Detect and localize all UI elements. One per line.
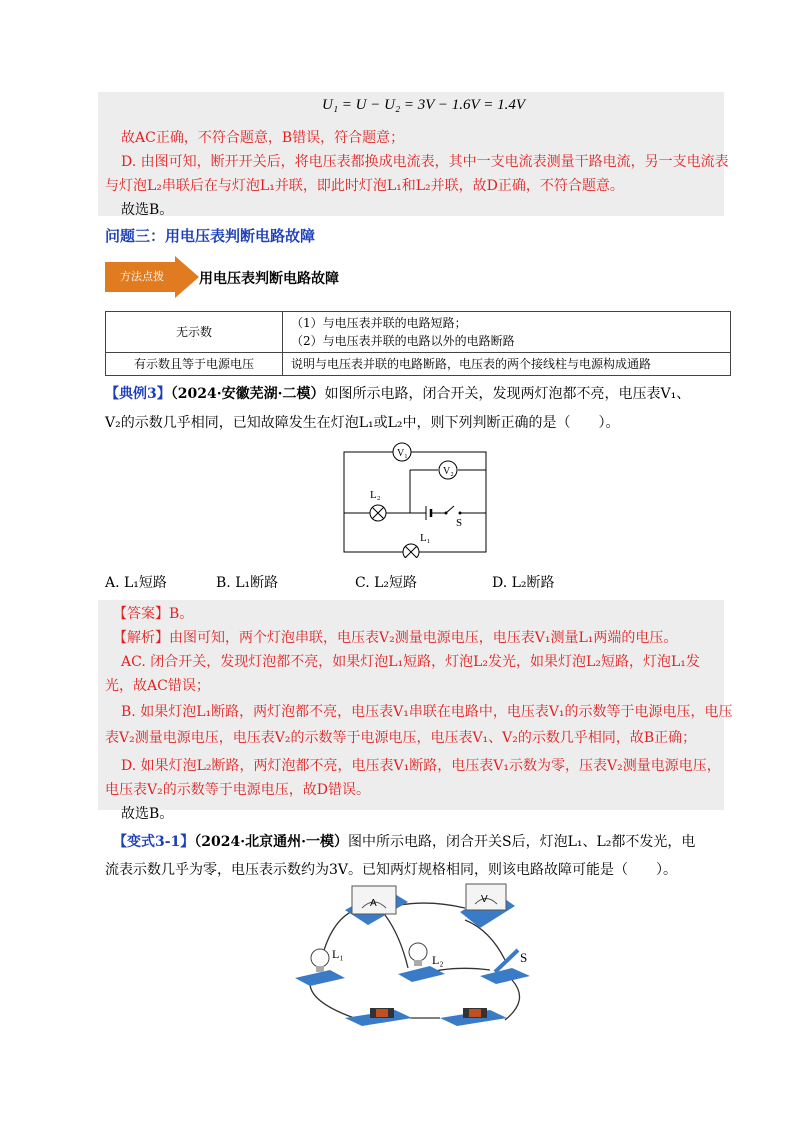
solution-line-4: 故选B。 <box>121 202 174 218</box>
battery-2-icon <box>440 1008 507 1026</box>
method-tag: 方法点拨 <box>120 270 164 283</box>
answer-line-3: AC. 闭合开关，发现灯泡都不亮，如果灯泡L₁短路，灯泡L₂发光，如果灯泡L₂短路，灯泡L₁发 <box>121 654 700 670</box>
answer-line-8: 电压表V₂的示数等于电源电压，故D错误。 <box>105 782 370 798</box>
example-question-line-2: V₂的示数几乎相同，已知故障发生在灯泡L₁或L₂中，则下列判断正确的是（ ）。 <box>105 415 620 431</box>
variant-question-line-1 <box>113 832 695 852</box>
variant-question-text: 图中所示电路，闭合开关S后，灯泡L₁、L₂都不发光，电 <box>348 834 696 850</box>
table-value-line: （1）与电压表并联的电路短路； <box>291 316 467 330</box>
option-d: D. L₂断路 <box>492 575 555 591</box>
lamp-l1-icon <box>403 544 419 558</box>
option-b: B. L₁断路 <box>216 575 279 591</box>
section-title: 问题三：用电压表判断电路故障 <box>105 227 316 245</box>
table-value: 说明与电压表并联的电路断路，电压表的两个接线柱与电源构成通路 <box>283 353 731 376</box>
solution-line-3: 与灯泡L₂串联后在与灯泡L₁并联，即此时灯泡L₁和L₂并联，故D正确，不符合题意。 <box>105 178 624 194</box>
example-question-text: 如图所示电路，闭合开关，发现两灯泡都不亮，电压表V₁、 <box>324 386 691 402</box>
method-table <box>105 311 731 376</box>
solution-line-1: 故AC正确，不符合题意，B错误，符合题意； <box>121 130 405 146</box>
answer-line-1: 【答案】B。 <box>113 606 194 622</box>
table-key: 有示数且等于电源电压 <box>106 353 283 376</box>
example-tag: 【典例3】 <box>105 386 171 402</box>
lamp-l2-icon <box>370 505 386 521</box>
table-row <box>106 312 731 353</box>
switch-label-s: S <box>520 950 528 965</box>
solution-line-2: D. 由图可知，断开开关后，将电压表都换成电流表，其中一支电流表测量干路电流，另一支电流表 <box>121 154 729 170</box>
circuit-label-l2: L₂ <box>370 489 381 501</box>
formula: U₁ = U − U₂ = 3V − 1.6V = 1.4V <box>322 97 525 113</box>
example-question-line-1 <box>105 384 690 404</box>
switch-icon <box>445 512 462 515</box>
method-title: 用电压表判断电路故障 <box>199 271 339 287</box>
answer-line-9: 故选B。 <box>121 806 174 822</box>
answer-line-2: 【解析】由图可知，两个灯泡串联，电压表V₂测量电源电压，电压表V₁测量L₁两端的电压。 <box>113 630 678 646</box>
table-value <box>283 312 731 353</box>
bulb-label-l2: L₂ <box>432 953 444 967</box>
circuit-label-v2: V₂ <box>443 466 454 477</box>
variant-question-line-2: 流表示数几乎为零，电压表示数约为3V。已知两灯规格相同，则该电路故障可能是（ ）。 <box>105 862 678 878</box>
circuit-label-s: S <box>456 517 463 529</box>
answer-line-7: D. 如果灯泡L₂断路，两灯泡都不亮，电压表V₁断路，电压表V₁示数为零，压表V₂测量电源电压， <box>121 758 721 774</box>
answer-line-4: 光，故AC错误； <box>105 678 210 694</box>
answer-line-5: B. 如果灯泡L₁断路，两灯泡都不亮，电压表V₁串联在电路中，电压表V₁的示数等于电源电压，电压 <box>121 704 733 720</box>
variant-source: （2024·北京通州·一模） <box>194 834 349 850</box>
ammeter-label: A <box>370 898 377 909</box>
option-c: C. L₂短路 <box>355 575 418 591</box>
table-key: 无示数 <box>106 312 283 353</box>
table-row <box>106 353 731 376</box>
answer-line-6: 表V₂测量电源电压，电压表V₂的示数等于电源电压，电压表V₁、V₂的示数几乎相同，故B正确； <box>105 730 697 746</box>
voltmeter-label: V <box>481 894 488 905</box>
battery-1-icon <box>345 1008 412 1026</box>
physical-circuit-illustration <box>290 880 540 1032</box>
example-source: （2024·安徽芜湖·二模） <box>170 386 325 402</box>
circuit-label-v1: V₁ <box>397 448 408 459</box>
table-value-line: （2）与电压表并联的电路以外的电路断路 <box>291 334 515 348</box>
circuit-diagram <box>340 440 490 558</box>
circuit-label-l1: L₁ <box>420 532 431 544</box>
option-a: A. L₁短路 <box>105 575 167 591</box>
battery-icon <box>426 506 446 520</box>
bulb-label-l1: L₁ <box>332 947 344 961</box>
ammeter-icon <box>345 886 408 925</box>
variant-tag: 【变式3-1】 <box>113 834 195 850</box>
